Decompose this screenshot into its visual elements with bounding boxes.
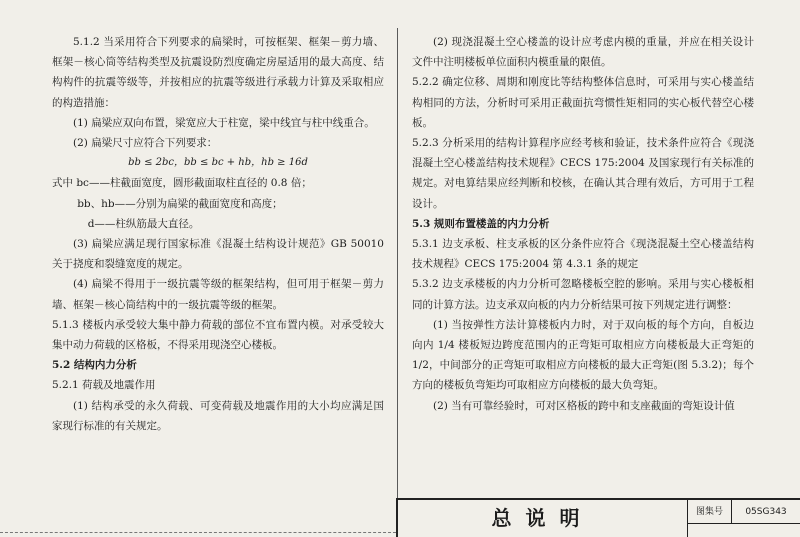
right-text-column: [412, 32, 754, 416]
bottom-border-line: [0, 532, 396, 533]
definition-bc: 式中 bc——柱截面宽度，圆形截面取柱直径的 0.8 倍；: [52, 177, 312, 190]
item-3: (3) 扁梁应满足现行国家标准《混凝土结构设计规范》GB 50010 关于挠度和裂缝宽度的规定。: [52, 238, 384, 271]
definition-bb-hb: bb、hb——分别为扁梁的截面宽度和高度；: [77, 197, 283, 210]
beam-size-formula: bb ≤ 2bc，bb ≤ bc + hb，hb ≥ 16d: [128, 157, 308, 169]
item-4: (4) 扁梁不得用于一级抗震等级的框架结构，但可用于框架－剪力墙、框架－核心筒结构中的一级抗震等级的框架。: [52, 278, 384, 311]
atlas-number-value: 05SG343: [732, 500, 800, 524]
item-2: (2) 扁梁尺寸应符合下列要求：: [73, 137, 218, 150]
clause-5-2-1-item-1: (1) 结构承受的永久荷载、可变荷载及地震作用的大小均应满足国家现行标准的有关规定。: [52, 399, 384, 432]
clause-5-1-3: 5.1.3 楼板内承受较大集中静力荷载的部位不宜布置内模。对承受较大集中动力荷载的区格板，不得采用现浇空心楼板。: [52, 318, 384, 352]
item-1: (1) 扁梁应双向布置，梁宽应大于柱宽，梁中线宜与柱中线重合。: [73, 116, 375, 129]
section-5-2-heading: 5.2 结构内力分析: [52, 359, 137, 372]
section-5-3-heading: 5.3 规则布置楼盖的内力分析: [412, 217, 550, 230]
clause-5-3-2-item-1: (1) 当按弹性方法计算楼板内力时，对于双向板的每个方向，自板边向内 1/4 楼板短边跨度范围内的正弯矩可取相应方向楼板最大正弯矩的 1/2，中间部分的正弯矩可取相应方向楼板的最大正弯矩(图 5.3.2)；每个方向的楼板负弯矩均可取相应方向楼板的最大负弯矩。: [412, 318, 754, 392]
atlas-number-label: 图集号: [688, 500, 732, 524]
clause-5-1-2: 5.1.2 当采用符合下列要求的扁梁时，可按框架、框架－剪力墙、框架－核心筒等结构类型及抗震设防烈度确定房屋适用的最大高度、结构构件的抗震等级等，并按相应的抗震等级进行承载力计算及采取相应的构造措施：: [52, 36, 384, 109]
left-text-column: [52, 32, 384, 436]
title-block: [396, 498, 800, 537]
clause-5-2-1-heading: 5.2.1 荷载及地震作用: [52, 379, 156, 392]
clause-5-3-1: 5.3.1 边支承板、柱支承板的区分条件应符合《现浇混凝土空心楼盖结构技术规程》CECS 175:2004 第 4.3.1 条的规定: [412, 238, 754, 271]
clause-5-2-2: 5.2.2 确定位移、周期和刚度比等结构整体信息时，可采用与实心楼盖结构相同的方法，分析时可采用正截面抗弯惯性矩相同的实心板代替空心楼板。: [412, 76, 754, 129]
definition-d: d——柱纵筋最大直径。: [87, 217, 200, 230]
clause-5-2-1-item-2: (2) 现浇混凝土空心楼盖的设计应考虑内模的重量，并应在相关设计文件中注明楼板单位面积内模重量的限值。: [412, 36, 754, 69]
document-title: 总说明: [398, 500, 688, 537]
clause-5-3-2-item-2: (2) 当有可靠经验时，可对区格板的跨中和支座截面的弯矩设计值: [433, 399, 735, 412]
clause-5-3-2: 5.3.2 边支承楼板的内力分析可忽略楼板空腔的影响。采用与实心楼板相同的计算方法。边支承双向板的内力分析结果可按下列规定进行调整：: [412, 278, 754, 311]
clause-5-2-3: 5.2.3 分析采用的结构计算程序应经考核和验证，技术条件应符合《现浇混凝土空心楼盖结构技术规程》CECS 175:2004 及国家现行有关标准的规定。对电算结果应经判断和校核，在确认其合理有效后，方可用于工程设计。: [412, 137, 754, 210]
column-divider: [397, 28, 398, 498]
